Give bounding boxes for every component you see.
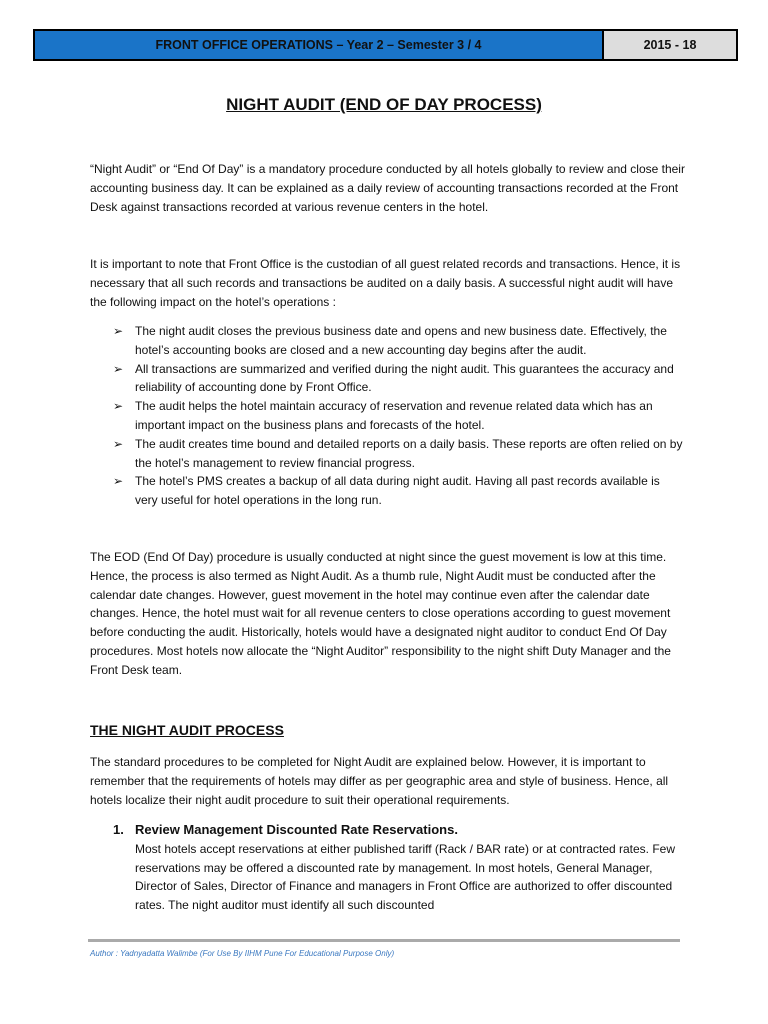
step-heading [113,821,683,840]
eod-paragraph [90,548,690,680]
list-item [113,322,683,360]
header-bar [33,29,738,61]
course-title: FRONT OFFICE OPERATIONS – Year 2 – Semester 3 / 4 [35,31,604,59]
list-item [113,472,683,510]
page-title: NIGHT AUDIT (END OF DAY PROCESS) [226,95,542,114]
list-item [113,360,683,398]
section-heading: THE NIGHT AUDIT PROCESS [90,722,284,738]
list-item [113,435,683,473]
step-title: Review Management Discounted Rate Reservations. [135,822,458,837]
section-intro [90,753,690,809]
impact-list [113,322,683,510]
numbered-step [113,821,683,915]
intro-paragraph-1 [90,160,690,216]
arrow-bullet-icon: ➢ [113,436,124,451]
arrow-bullet-icon: ➢ [113,474,124,489]
list-item-text: The audit helps the hotel maintain accuracy of reservation and revenue related data which has an important impact on the business plans and forecasts of the hotel. [135,399,653,432]
intro-text-2: It is important to note that Front Office is the custodian of all guest related records and transactions. Hence, it is necessary that all such records and transactions be audited on a daily basis. A successful night audit will have the following impact on the hotel’s operations : [90,257,681,309]
step-number: 1. [113,822,124,837]
list-item-text: All transactions are summarized and verified during the night audit. This guarantees the accuracy and reliability of accounting done by Front Office. [135,361,674,395]
arrow-bullet-icon: ➢ [113,399,124,414]
academic-year: 2015 - 18 [604,31,736,59]
list-item-text: The night audit closes the previous business date and opens and new business date. Effectively, the hotel’s accounting books are closed and a new accounting day begins after the audit. [135,324,667,357]
list-item [113,397,683,435]
arrow-bullet-icon: ➢ [113,324,124,338]
footer-author: Author : Yadnyadatta Walimbe (For Use By IIHM Pune For Educational Purpose Only) [90,949,395,958]
section-intro-text: The standard procedures to be completed for Night Audit are explained below. However, it is important to remember that the requirements of hotels may differ as per geographic area and style of business. Hence, all hotels localize their night audit procedure to suit their operational requirements. [90,755,669,807]
eod-text: The EOD (End Of Day) procedure is usually conducted at night since the guest movement is low at this time. Hence, the process is also termed as Night Audit. As a thumb rule, Night Audit must be conducted after the calendar date changes. However, guest movement in the hotel may continue even after the calendar date changes. Hence, the hotel must wait for all revenue centers to close operations according to guest movement before conducting the audit. Historically, hotels would have a designated night auditor to conduct End Of Day procedures. Most hotels now allocate the “Night Auditor” responsibility to the night shift Duty Manager and the Front Desk team. [90,550,671,677]
list-item-text: The hotel’s PMS creates a backup of all data during night audit. Having all past records available is very useful for hotel operations in the long run. [135,474,660,508]
arrow-bullet-icon: ➢ [113,361,124,376]
list-item-text: The audit creates time bound and detailed reports on a daily basis. These reports are often relied on by the hotel’s management to review financial progress. [135,436,683,470]
step-body: Most hotels accept reservations at either published tariff (Rack / BAR rate) or at contracted rates. Few reservations may be offered a discounted rate by management. In most hotels, General Manager, Director of Sales, Director of Finance and managers in Front Office are authorized to offer discounted rates. The night auditor must identify all such discounted [135,841,676,913]
footer-divider [88,939,680,942]
intro-paragraph-2 [90,255,690,311]
intro-text-1: “Night Audit” or “End Of Day” is a mandatory procedure conducted by all hotels globally to review and close their accounting business day. It can be explained as a daily review of accounting transactions recorded at the Front Desk against transactions recorded at various revenue centers in the hotel. [90,162,685,214]
